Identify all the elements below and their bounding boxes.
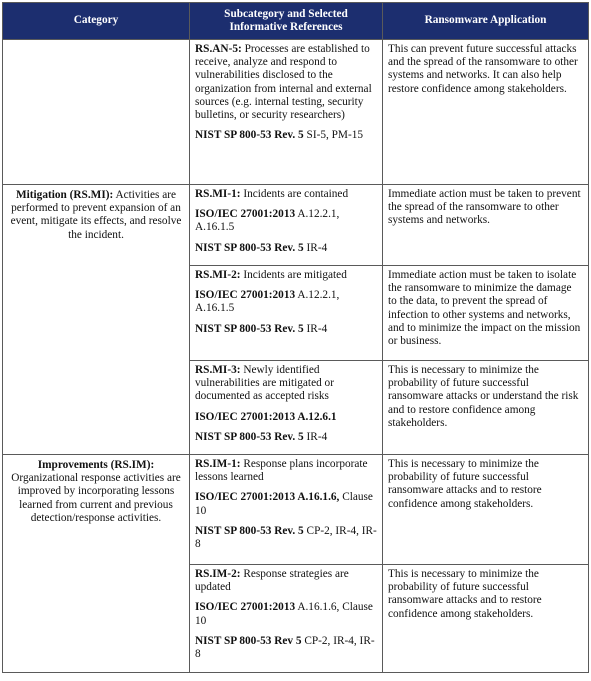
application-cell: This is necessary to minimize the probability of future successful ransomware attacks and to restore confidence among stakeholders. bbox=[383, 565, 589, 673]
reference-label: ISO/IEC 27001:2013 A.12.6.1 bbox=[195, 410, 337, 423]
category-cell-improvements bbox=[3, 455, 190, 673]
reference-text: IR-4 bbox=[306, 241, 328, 254]
reference-label: ISO/IEC 27001:2013 A.16.1.6, bbox=[195, 491, 340, 504]
category-title: Improvements (RS.IM): bbox=[37, 459, 155, 471]
reference-text: A.16.1.6, Clause 10 bbox=[195, 601, 373, 627]
reference-label: ISO/IEC 27001:2013 bbox=[195, 208, 296, 221]
reference-label: NIST SP 800-53 Rev 5 bbox=[195, 634, 302, 647]
application-cell: This is necessary to minimize the probability of future successful ransomware attacks and to restore confidence among stakeholders. bbox=[383, 455, 589, 565]
subcategory-text: Response plans incorporate lessons learned bbox=[195, 458, 368, 484]
subcategory-text: Response strategies are updated bbox=[195, 568, 349, 594]
reference-label: ISO/IEC 27001:2013 bbox=[195, 289, 296, 302]
subcategory-cell bbox=[190, 40, 383, 185]
reference-label: NIST SP 800-53 Rev. 5 bbox=[195, 129, 304, 142]
header-application: Ransomware Application bbox=[383, 3, 589, 40]
application-cell: This can prevent future successful attacks and the spread of the ransomware to other systems and networks. It can also help restore confidence among stakeholders. bbox=[383, 40, 589, 185]
subcategory-cell bbox=[190, 565, 383, 673]
subcategory-cell bbox=[190, 455, 383, 565]
reference-label: NIST SP 800-53 Rev. 5 bbox=[195, 322, 304, 335]
subcategory-cell bbox=[190, 185, 383, 266]
subcategory-text: Newly identified vulnerabilities are mitigated or documented as accepted risks bbox=[195, 364, 334, 403]
reference-text: CP-2, IR-4, IR-8 bbox=[195, 634, 375, 661]
reference-text: Clause 10 bbox=[195, 491, 373, 517]
category-description: Activities are performed to prevent expansion of an event, mitigate its effects, and resolve the incident. bbox=[10, 189, 182, 241]
reference-text: A.12.2.1, A.16.1.5 bbox=[195, 208, 340, 234]
ransomware-profile-table bbox=[2, 2, 589, 673]
application-cell: Immediate action must be taken to prevent the spread of the ransomware to other systems and networks. bbox=[383, 185, 589, 266]
subcategory-text: Incidents are mitigated bbox=[243, 269, 347, 281]
subcategory-id: RS.IM-2: bbox=[195, 568, 241, 580]
reference-label: NIST SP 800-53 Rev. 5 bbox=[195, 524, 304, 537]
header-category: Category bbox=[3, 3, 190, 40]
reference-text: A.12.2.1, A.16.1.5 bbox=[195, 289, 340, 315]
application-cell: This is necessary to minimize the probability of future successful ransomware attacks or understand the risk and to restore confidence among stakeholders. bbox=[383, 361, 589, 455]
reference-label: ISO/IEC 27001:2013 bbox=[195, 601, 296, 614]
reference-text: IR-4 bbox=[306, 322, 328, 335]
subcategory-id: RS.IM-1: bbox=[195, 458, 241, 470]
subcategory-text: Processes are established to receive, analyze and respond to vulnerabilities disclosed to the organization from internal and external sources (e.g. internal testing, security bulletins, or security researchers) bbox=[195, 43, 372, 122]
subcategory-cell bbox=[190, 361, 383, 455]
category-cell-mitigation bbox=[3, 185, 190, 455]
table-row bbox=[3, 455, 589, 565]
subcategory-id: RS.MI-2: bbox=[195, 269, 241, 281]
application-cell: Immediate action must be taken to isolate the ransomware to minimize the damage to the data, to prevent the spread of infection to other systems and networks, and to minimize the impact on the mission or business. bbox=[383, 266, 589, 361]
category-description: Organizational response activities are improved by incorporating lessons learned from current and previous detection/response activities. bbox=[11, 472, 181, 524]
header-row bbox=[3, 3, 589, 40]
reference-text: SI-5, PM-15 bbox=[306, 129, 364, 142]
reference-text: CP-2, IR-4, IR-8 bbox=[195, 524, 377, 551]
subcategory-id: RS.MI-1: bbox=[195, 188, 241, 200]
reference-label: NIST SP 800-53 Rev. 5 bbox=[195, 241, 304, 254]
reference-text: IR-4 bbox=[306, 430, 328, 443]
category-cell-empty bbox=[3, 40, 190, 185]
table-row bbox=[3, 185, 589, 266]
header-subcategory: Subcategory and Selected Informative References bbox=[190, 3, 383, 40]
category-title: Mitigation (RS.MI): bbox=[15, 189, 114, 201]
subcategory-id: RS.AN-5: bbox=[195, 43, 242, 55]
subcategory-text: Incidents are contained bbox=[243, 188, 349, 200]
reference-label: NIST SP 800-53 Rev. 5 bbox=[195, 430, 304, 443]
subcategory-id: RS.MI-3: bbox=[195, 364, 241, 376]
table-row bbox=[3, 40, 589, 185]
subcategory-cell bbox=[190, 266, 383, 361]
